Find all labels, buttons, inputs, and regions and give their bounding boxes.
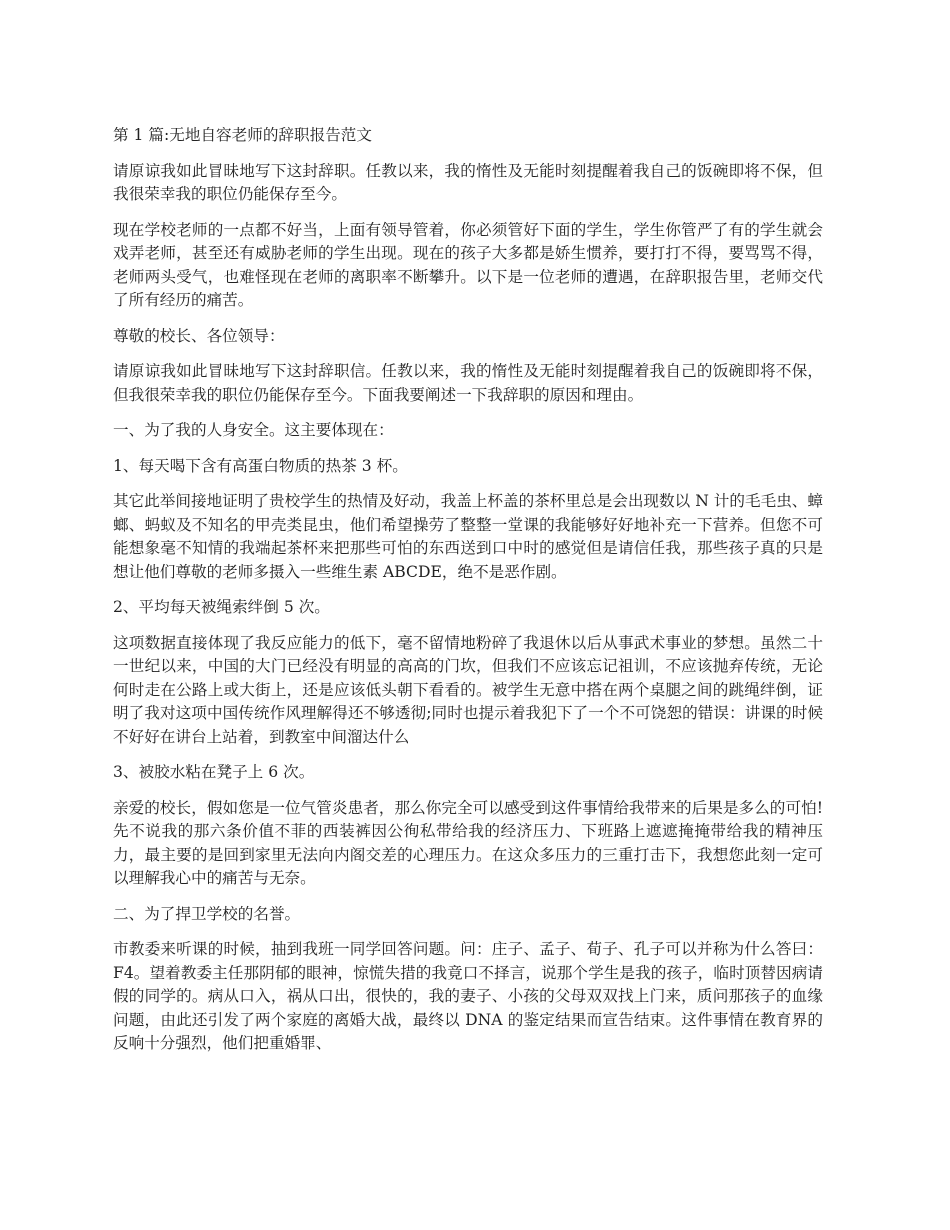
item-heading-3: 3、被胶水粘在凳子上 6 次。 [113,763,315,781]
paragraph-item-1: 其它此举间接地证明了贵校学生的热情及好动，我盖上杯盖的茶杯里总是会出现数以 N 计的毛毛虫、蟑螂、蚂蚁及不知名的甲壳类昆虫，他们希望操劳了整整一堂课的我能够好好地补充一下营养。但您不可能想象毫不知情的我端起茶杯来把那些可怕的东西送到口中时的感觉但是请信任我，那些孩子真的只是想让他们尊敬的老师多摄入一些维生素 ABCDE，绝不是恶作剧。 [113,492,823,581]
item-heading-1: 1、每天喝下含有高蛋白物质的热茶 3 杯。 [113,456,408,475]
paragraph-item-2: 这项数据直接体现了我反应能力的低下，毫不留情地粉碎了我退休以后从事武术事业的梦想。虽然二十一世纪以来，中国的大门已经没有明显的高高的门坎，但我们不应该忘记祖训，不应该抛弃传统，无论何时走在公路上或大街上，还是应该低头朝下看看的。被学生无意中搭在两个桌腿之间的跳绳绊倒，证明了我对这项中国传统作风理解得还不够透彻;同时也提示着我犯下了一个不可饶恕的错误：讲课的时候不好好在讲台上站着，到教室中间溜达什么 [113,633,823,746]
item-heading-2: 2、平均每天被绳索绊倒 5 次。 [113,598,330,616]
paragraph-intro-2: 现在学校老师的一点都不好当，上面有领导管着，你必须管好下面的学生，学生你管严了有的学生就会戏弄老师，甚至还有威胁老师的学生出现。现在的孩子大多都是娇生惯养，要打打不得，要骂骂不得，老师两头受气，也难怪现在老师的离职率不断攀升。以下是一位老师的遭遇，在辞职报告里，老师交代了所有经历的痛苦。 [113,220,823,309]
section-heading-reputation: 二、为了捍卫学校的名誉。 [113,904,301,923]
document-title: 第 1 篇:无地自容老师的辞职报告范文 [113,126,372,144]
document-page [113,124,823,1068]
paragraph-opening: 请原谅我如此冒昧地写下这封辞职信。任教以来，我的惰性及无能时刻提醒着我自己的饭碗即将不保，但我很荣幸我的职位仍能保存至今。下面我要阐述一下我辞职的原因和理由。 [113,362,823,404]
paragraph-intro-1: 请原谅我如此冒昧地写下这封辞职。任教以来，我的惰性及无能时刻提醒着我自己的饭碗即将不保，但我很荣幸我的职位仍能保存至今。 [113,161,823,203]
paragraph-item-3: 亲爱的校长，假如您是一位气管炎患者，那么你完全可以感受到这件事情给我带来的后果是多么的可怕!先不说我的那六条价值不菲的西装裤因公徇私带给我的经济压力、下班路上遮遮掩掩带给我的精神压力，最主要的是回到家里无法向内阁交差的心理压力。在这众多压力的三重打击下，我想您此刻一定可以理解我心中的痛苦与无奈。 [113,798,823,887]
section-heading-safety: 一、为了我的人身安全。这主要体现在： [113,421,394,439]
paragraph-reputation: 市教委来听课的时候，抽到我班一同学回答问题。问：庄子、孟子、荀子、孔子可以并称为什么答曰：F4。望着教委主任那阴郁的眼神，惊慌失措的我竟口不择言，说那个学生是我的孩子，临时顶替因病请假的同学的。病从口入，祸从口出，很快的，我的妻子、小孩的父母双双找上门来，质问那孩子的血缘问题，由此还引发了两个家庭的离婚大战，最终以 DNA 的鉴定结果而宣告结束。这件事情在教育界的反响十分强烈，他们把重婚罪、 [113,940,823,1052]
paragraph-salutation: 尊敬的校长、各位领导： [113,326,285,345]
